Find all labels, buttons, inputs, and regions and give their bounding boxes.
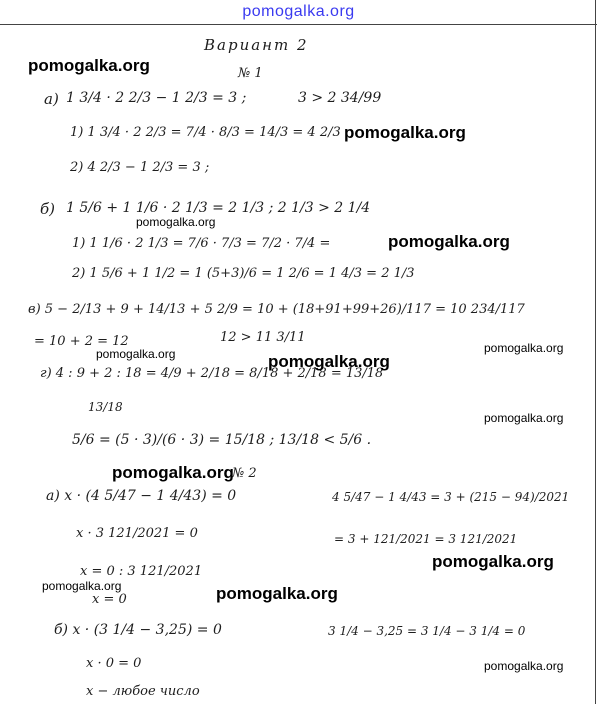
watermark: pomogalka.org: [344, 123, 466, 142]
top-border: [0, 24, 597, 25]
task-b-step2: 2) 1 5/6 + 1 1/2 = 1 (5+3)/6 = 1 2/6 = 1 4/3 = 2 1/3: [72, 266, 415, 281]
task2-a-side-calc: 4 5/47 − 1 4/43 = 3 + (215 − 94)/2021: [332, 490, 570, 504]
task-b-expression: 1 5/6 + 1 1/6 · 2 1/3 = 2 1/3 ; 2 1/3 > 2 1/4: [66, 200, 371, 216]
task2-b-step2: x − любое число: [86, 684, 200, 699]
task-a-compare: 3 > 2 34/99: [298, 90, 382, 106]
watermark: pomogalka.org: [216, 584, 338, 603]
task-g-fraction: 13/18: [88, 400, 123, 414]
watermark: pomogalka.org: [432, 552, 554, 571]
watermark: pomogalka.org: [96, 347, 176, 361]
task2-a-step2: x = 0 : 3 121/2021: [80, 564, 203, 579]
task2-a-step1: x · 3 121/2021 = 0: [76, 526, 198, 541]
task-number-1: № 1: [238, 66, 263, 81]
watermark: pomogalka.org: [112, 463, 234, 482]
task-a-expression: 1 3/4 · 2 2/3 − 1 2/3 = 3 ;: [66, 90, 247, 106]
watermark: pomogalka.org: [484, 659, 564, 673]
task2-a-step3: x = 0: [92, 592, 127, 607]
watermark: pomogalka.org: [484, 411, 564, 425]
site-header: [0, 0, 597, 24]
watermark: pomogalka.org: [136, 215, 216, 229]
watermark: pomogalka.org: [268, 352, 390, 371]
task-g-compare: 5/6 = (5 · 3)/(6 · 3) = 15/18 ; 13/18 < 5/6 .: [72, 432, 372, 448]
task2-b-step1: x · 0 = 0: [86, 656, 142, 671]
task-number-2: № 2: [232, 466, 257, 481]
task-a-step1: 1) 1 3/4 · 2 2/3 = 7/4 · 8/3 = 14/3 = 4 2/3: [70, 125, 341, 140]
task-a-label: а): [44, 90, 59, 108]
task2-b-expression: б) x · (3 1/4 − 3,25) = 0: [54, 622, 222, 638]
task-v-expression: в) 5 − 2/13 + 9 + 14/13 + 5 2/9 = 10 + (18+91+99+26)/117 = 10 234/117: [28, 302, 525, 317]
watermark: pomogalka.org: [484, 341, 564, 355]
task-b-label: б): [40, 200, 56, 218]
watermark: pomogalka.org: [388, 232, 510, 251]
task-v-compare: 12 > 11 3/11: [220, 330, 306, 345]
variant-title: Вариант 2: [204, 36, 309, 54]
task2-a-expression: а) x · (4 5/47 − 1 4/43) = 0: [46, 488, 237, 504]
right-border: [595, 0, 596, 704]
task2-b-side-calc: 3 1/4 − 3,25 = 3 1/4 − 3 1/4 = 0: [328, 624, 526, 638]
task-v-result: = 10 + 2 = 12: [34, 334, 129, 349]
site-header-link[interactable]: pomogalka.org: [242, 3, 355, 20]
task-b-step1: 1) 1 1/6 · 2 1/3 = 7/6 · 7/3 = 7/2 · 7/4 =: [72, 236, 331, 251]
task-g-expression: г) 4 : 9 + 2 : 18 = 4/9 + 2/18 = 8/18 + 2/18 = 13/18: [40, 366, 384, 381]
watermark: pomogalka.org: [42, 579, 122, 593]
task-a-step2: 2) 4 2/3 − 1 2/3 = 3 ;: [70, 160, 210, 175]
watermark: pomogalka.org: [28, 56, 150, 75]
task2-a-side-result: = 3 + 121/2021 = 3 121/2021: [334, 532, 518, 546]
